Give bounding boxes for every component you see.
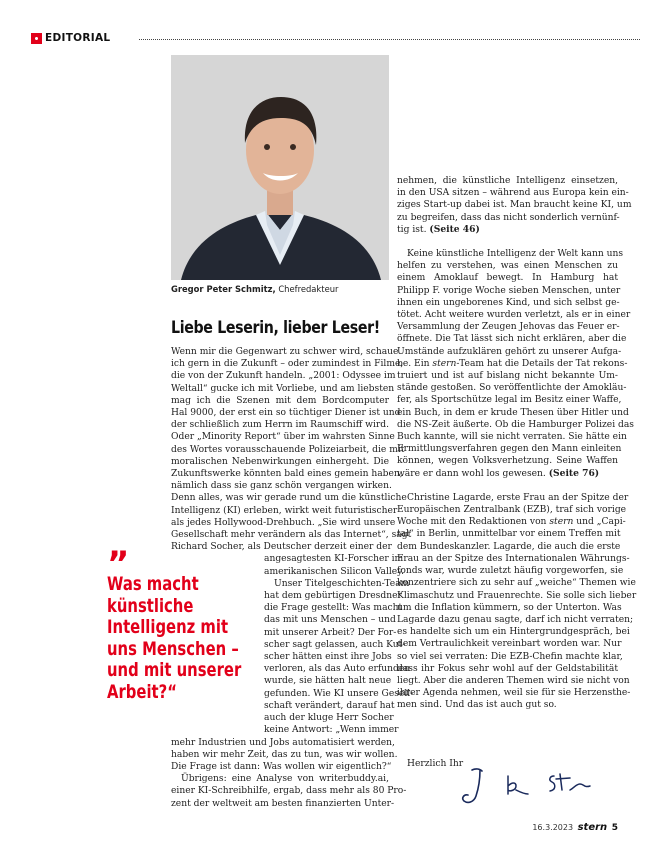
text-line: Christine Lagarde, erste Frau an der Spitze der [407, 492, 629, 503]
brand-name: stern [549, 517, 574, 528]
text-line: ich gern in die Zukunft – oder zumindest in Filme, [171, 359, 404, 370]
text-line: Europäischen Zentralbank (EZB), traf sich vorige [397, 505, 627, 516]
paragraph-lagarde [397, 492, 637, 712]
text-line: dass ihr Fokus sehr wohl auf der Geldstabilität [397, 663, 618, 674]
text-line: schaft verändert, darauf hat [264, 700, 395, 711]
text-line: fonds war, wurde zuletzt häufig vorgeworfen, sie [397, 566, 624, 577]
text-line: scher hätten einst ihre Jobs [264, 652, 392, 663]
text-line: Unser Titelgeschichten-Team [274, 578, 410, 589]
page-reference: (Seite 46) [429, 223, 480, 235]
text-line: Philipp F. vorige Woche sieben Menschen, unter [397, 285, 621, 296]
text-line: liegt. Aber die anderen Themen wird sie nicht von [397, 675, 630, 686]
text-line: dem Bundeskanzler. Lagarde, die auch die erste [397, 541, 621, 552]
text-line: dem Vertraulichkeit vereinbart worden war. Nur [397, 639, 622, 650]
text-line: als jedes Hollywood-Drehbuch. „Sie wird unsere [171, 517, 396, 528]
text-line: der schließlich zum Herrn im Raumschiff wird. [171, 420, 389, 431]
text-line: Gesellschaft mehr verändern als das Internet“, sagt [171, 530, 412, 541]
quote-line: künstliche [107, 594, 194, 617]
text-line: um die Inflation kümmern, so der Unterton. Was [397, 602, 622, 613]
text-line: mit unserer Arbeit? Der For- [264, 627, 397, 638]
text-line: Buch kannte, will sie nicht verraten. Sie hätte ein [397, 432, 627, 443]
text-line [397, 468, 618, 480]
brand-name: stern [432, 358, 457, 369]
text-line: auch der kluge Herr Socher [264, 713, 394, 724]
page-footer [532, 822, 618, 833]
text-line: können, wegen Volksverhetzung. Seine Waffen [397, 456, 618, 467]
text-line: amerikanischen Silicon Valley. [264, 566, 405, 577]
text-line: Versammlung der Zeugen Jehovas das Feuer er- [397, 322, 620, 333]
text-line: die von der Zukunft handeln. „2001: Odyssee im [171, 371, 396, 382]
text-line: nämlich dass sie ganz schön vergangen wirken. [171, 481, 392, 492]
text-line: wurde, sie hätten halt neue [264, 676, 392, 687]
text-line: Denn alles, was wir gerade rund um die künstliche [171, 493, 407, 504]
text-line: ihnen ein ungeborenes Kind, und sich selbst ge- [397, 297, 620, 308]
paragraph-writerbuddy [171, 773, 407, 810]
issue-date: 16.3.2023 [532, 823, 574, 832]
text-line: in den USA sitzen – während aus Europa kein ein- [397, 188, 629, 199]
text-line: haben wir mehr Zeit, das zu tun, was wir wollen. [171, 749, 398, 760]
text-line: Weltall“ gucke ich mit Vorliebe, und am liebsten [171, 383, 395, 394]
signoff-text: Herzlich Ihr [407, 759, 464, 769]
text-line: Klimaschutz und Frauenrechte. Sie solle sich lieber [397, 590, 637, 601]
text-line: angesagtesten KI-Forscher im [264, 554, 404, 565]
page-header [31, 32, 640, 46]
text-line: ein Buch, in dem er krude Thesen über Hitler und [397, 407, 629, 418]
text-line: Wenn mir die Gegenwart zu schwer wird, schaue [171, 347, 399, 357]
text-line: fer, als Sportschütze legal im Besitz einer Waffe, [397, 395, 622, 406]
text-line: tal“ in Berlin, unmittelbar vor einem Treffen mit [397, 529, 621, 540]
text-line: Zukunftswerke könnten bald eines gemein haben, [171, 469, 403, 480]
text-line: konzentriere sich zu sehr auf „weiche“ Themen wie [397, 578, 636, 589]
text-line: ihrer Agenda nehmen, weil sie für sie Herzensthe- [397, 688, 631, 699]
text-line: Keine künstliche Intelligenz der Welt kann uns [407, 249, 624, 260]
text-line: verloren, als das Auto erfunden [264, 664, 411, 675]
text-span: und „Capi- [573, 517, 626, 528]
quote-marks-icon: ” [107, 544, 130, 584]
caption-name: Gregor Peter Schmitz, [171, 284, 276, 294]
quote-line: und mit unserer [107, 659, 242, 681]
portrait-image [171, 55, 389, 280]
text-line: keine Antwort: „Wenn immer [264, 725, 399, 736]
paragraph-intro [171, 346, 412, 553]
paragraph-startups [397, 175, 632, 236]
text-line: helfen zu verstehen, was einen Menschen zu [397, 261, 618, 272]
brand-logo: stern [577, 822, 608, 833]
text-span: tig ist. [397, 224, 427, 235]
text-line: Ermittlungsverfahren gegen den Mann einleiten [397, 444, 622, 455]
text-line: des Wortes vorausschauende Polizeiarbeit, die mit [171, 444, 405, 455]
text-line: mag ich die Szenen mit dem Bordcomputer [171, 395, 389, 406]
text-line: gefunden. Wie KI unsere Gesell- [264, 688, 414, 699]
page-title: Liebe Leserin, lieber Leser! [171, 318, 380, 337]
text-line [397, 516, 626, 528]
page-number: 5 [611, 823, 618, 833]
text-column-right [397, 175, 637, 712]
text-line: zu begreifen, dass das nicht sonderlich vernünf- [397, 212, 620, 223]
text-line: Richard Socher, als Deutscher derzeit einer der [171, 542, 392, 553]
text-span: Woche mit den Redaktionen von [397, 517, 550, 528]
text-line: moralischen Nebenwirkungen einhergeht. Die [171, 456, 389, 467]
paragraph-socher-end [171, 737, 398, 774]
signature-icon [450, 762, 610, 807]
text-line: hat dem gebürtigen Dresdner [264, 591, 402, 602]
text-line [397, 358, 628, 370]
text-line: die Frage gestellt: Was macht [264, 603, 403, 614]
text-line: tötet. Acht weitere wurden verletzt, als er in einer [397, 310, 631, 321]
text-line: so viel sei verraten: Die EZB-Chefin machte klar, [397, 651, 623, 662]
section-label: EDITORIAL [45, 32, 111, 44]
text-line: Oder „Minority Report“ über im wahrsten Sinne [171, 432, 395, 443]
quote-line: Arbeit?“ [107, 680, 177, 703]
paragraph-hamburg [397, 248, 634, 480]
text-line: Frau an der Spitze des Internationalen Währungs- [397, 553, 630, 564]
text-line: stände gestoßen. So veröffentlichte der Amokläu- [397, 383, 627, 394]
text-line [397, 224, 618, 236]
text-line: das mit uns Menschen – und [264, 615, 396, 626]
text-line: Die Frage ist dann: Was wollen wir eigentlich?“ [171, 761, 392, 772]
pull-quote-text [107, 574, 263, 703]
text-line: Lagarde dazu genau sagte, darf ich nicht verraten; [397, 614, 634, 625]
text-line: Intelligenz (KI) erleben, wirkt weit futuristischer [171, 505, 398, 516]
stern-logo-icon [31, 33, 42, 44]
text-line: men sind. Und das ist auch gut so. [397, 700, 557, 711]
text-span: be. Ein [397, 358, 433, 369]
header-divider [139, 39, 640, 40]
quote-line: Was macht [107, 573, 199, 595]
text-line: es handelte sich um ein Hintergrundgespräch, bei [397, 627, 630, 638]
photo-caption [171, 284, 338, 294]
text-span: wäre er dann wohl los gewesen. [397, 468, 549, 479]
text-line: Hal 9000, der erst ein so tüchtiger Diener ist und [171, 408, 401, 419]
author-portrait [171, 55, 389, 280]
text-line: Übrigens: eine Analyse von writerbuddy.ai, [181, 774, 389, 785]
pull-quote [107, 544, 259, 703]
text-line: truiert und ist auf bislang nicht bekannte Um- [397, 371, 618, 382]
text-line: mehr Industrien und Jobs automatisiert werden, [171, 737, 395, 748]
caption-role: Chefredakteur [275, 284, 339, 294]
text-line: scher sagt gelassen, auch Kut- [264, 639, 406, 650]
text-line: die NS-Zeit äußerte. Ob die Hamburger Polizei das [397, 419, 634, 430]
page-reference: (Seite 76) [548, 467, 600, 479]
text-line: einer KI-Schreibhilfe, ergab, dass mehr als 80 Pro- [171, 786, 407, 797]
text-line: nehmen, die künstliche Intelligenz einsetzen, [397, 176, 618, 186]
text-span: -Team hat die Details der Tat rekons- [456, 358, 628, 369]
text-line: öffnete. Die Tat lässt sich nicht erklären, aber die [397, 334, 627, 345]
text-line: ziges Start-up dabei ist. Man braucht keine KI, um [397, 200, 632, 211]
text-line: zent der weltweit am besten finanzierten Unter- [171, 798, 395, 809]
text-line: Umstände aufzuklären gehört zu unserer Aufga- [397, 346, 622, 357]
quote-line: Intelligenz mit [107, 616, 229, 638]
text-line: einem Amoklauf bewegt. In Hamburg hat [397, 273, 618, 284]
quote-line: uns Menschen – [107, 637, 239, 660]
